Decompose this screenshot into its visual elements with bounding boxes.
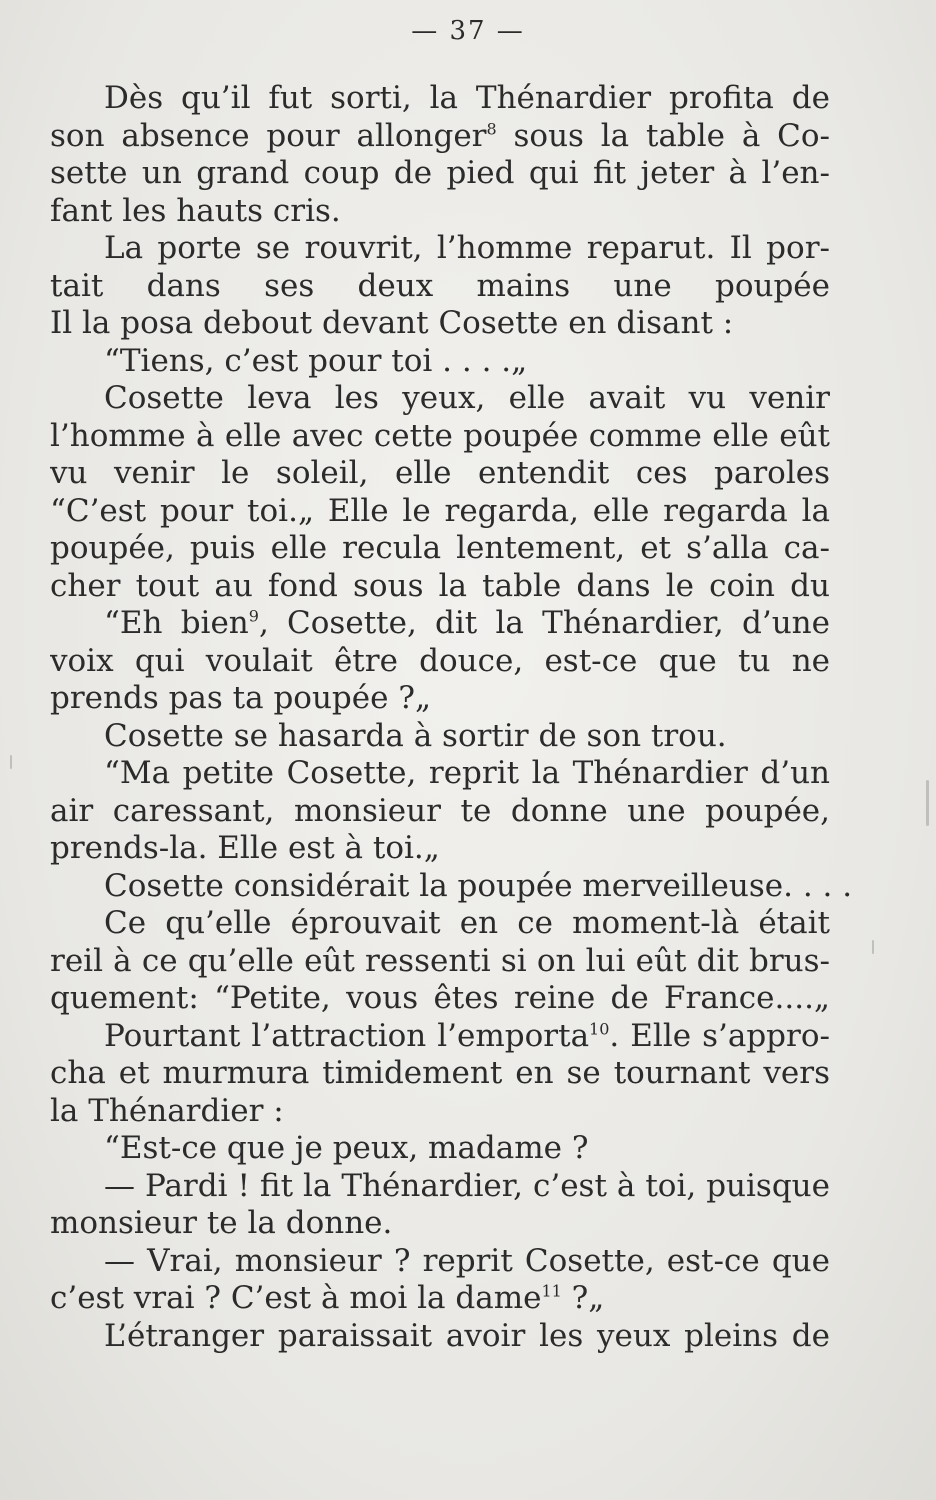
- page-number: — 37 —: [411, 16, 525, 46]
- line-text: Cosette leva les yeux, elle avait vu venir: [104, 380, 830, 416]
- text-line: [50, 1280, 830, 1318]
- line-text: quement: “Petite, vous êtes reine de France....„: [50, 980, 830, 1016]
- line-text: fant les hauts cris.: [50, 192, 341, 229]
- text-line: [50, 718, 830, 756]
- text-line: [50, 568, 830, 606]
- line-text: Cosette considérait la poupée merveilleuse. . . .: [104, 867, 853, 904]
- text-line: [50, 268, 830, 306]
- line-text: “C’est pour toi.„ Elle le regarda, elle regarda la: [50, 492, 830, 529]
- line-text: Pourtant l’attraction l’emporta: [104, 1017, 590, 1054]
- text-line: [50, 80, 830, 118]
- line-text: tait dans ses deux mains une poupée: [50, 267, 830, 304]
- text-line: [50, 230, 830, 268]
- line-text: prends-la. Elle est à toi.„: [50, 830, 440, 866]
- footnote-marker: 10: [589, 1019, 610, 1039]
- text-line: [50, 1130, 830, 1168]
- line-text: sette un grand coup de pied qui fit jeter à l’en-: [50, 155, 830, 191]
- text-line: [50, 1205, 830, 1243]
- line-text: son absence pour allonger: [50, 117, 487, 154]
- line-text: prends pas ta poupée ?„: [50, 680, 432, 716]
- text-line: [50, 305, 830, 343]
- footnote-marker: 11: [541, 1281, 562, 1301]
- footnote-marker: 8: [486, 119, 497, 139]
- line-text: air caressant, monsieur te donne une poupée,: [50, 792, 830, 829]
- line-text: cha et murmura timidement en se tournant vers: [50, 1055, 830, 1091]
- line-text: L’étranger paraissait avoir les yeux pleins de: [104, 1317, 830, 1354]
- line-text: “Eh bien: [104, 605, 249, 641]
- text-line: [50, 343, 830, 381]
- text-line: [50, 155, 830, 193]
- line-text-continued: sous la table à Co-: [496, 117, 830, 154]
- text-line: [50, 680, 830, 718]
- text-line: [50, 643, 830, 681]
- text-line: [50, 980, 830, 1018]
- line-text: l’homme à elle avec cette poupée comme elle eût: [50, 417, 830, 454]
- text-line: [50, 793, 830, 831]
- text-line: [50, 1243, 830, 1281]
- line-text: “Tiens, c’est pour toi . . . .„: [104, 342, 528, 379]
- text-line: [50, 605, 830, 643]
- scan-speck: [872, 940, 874, 954]
- text-line: [50, 1168, 830, 1206]
- line-text-continued: ?„: [561, 1280, 605, 1316]
- text-line: [50, 193, 830, 231]
- footnote-marker: 9: [248, 606, 259, 626]
- line-text: la Thénardier :: [50, 1092, 284, 1129]
- text-line: [50, 380, 830, 418]
- text-line: [50, 118, 830, 156]
- line-text: “Ma petite Cosette, reprit la Thénardier d’un: [104, 755, 830, 791]
- line-text: cher tout au fond sous la table dans le coin du: [50, 567, 830, 604]
- text-line: [50, 1093, 830, 1131]
- text-line: [50, 943, 830, 981]
- line-text: Cosette se hasarda à sortir de son trou.: [104, 717, 727, 754]
- line-text: reil à ce qu’elle eût ressenti si on lui eût dit brus-: [50, 942, 830, 979]
- text-line: [50, 1055, 830, 1093]
- line-text: La porte se rouvrit, l’homme reparut. Il por-: [104, 230, 830, 266]
- text-line: [50, 867, 853, 906]
- text-line: [50, 830, 830, 868]
- line-text: Il la posa debout devant Cosette en disant :: [50, 305, 734, 341]
- line-text: — Vrai, monsieur ? reprit Cosette, est-ce que: [104, 1242, 830, 1279]
- scan-speck: [10, 755, 12, 769]
- text-line: [50, 905, 830, 943]
- line-text: voix qui voulait être douce, est-ce que tu ne: [50, 642, 830, 679]
- text-line: [50, 418, 830, 456]
- text-line: [50, 1018, 830, 1056]
- line-text: c’est vrai ? C’est à moi la dame: [50, 1280, 542, 1316]
- line-text-continued: , Cosette, dit la Thénardier, d’une: [258, 605, 830, 641]
- line-text-continued: . Elle s’appro-: [609, 1017, 830, 1054]
- line-text: Dès qu’il fut sorti, la Thénardier profita de: [104, 80, 830, 116]
- text-line: [50, 493, 830, 531]
- scan-speck: [926, 780, 929, 826]
- line-text: monsieur te la donne.: [50, 1205, 393, 1241]
- text-line: [50, 755, 830, 793]
- line-text: “Est-ce que je peux, madame ?: [104, 1130, 589, 1166]
- text-line: [50, 1318, 830, 1356]
- text-line: [50, 455, 830, 493]
- line-text: Ce qu’elle éprouvait en ce moment-là était: [104, 905, 830, 941]
- line-text: poupée, puis elle recula lentement, et s’alla ca-: [50, 530, 830, 566]
- line-text: vu venir le soleil, elle entendit ces paroles: [50, 455, 830, 491]
- body-text: [50, 80, 853, 1355]
- line-text: — Pardi ! fit la Thénardier, c’est à toi, puisque: [104, 1167, 830, 1204]
- text-line: [50, 530, 830, 568]
